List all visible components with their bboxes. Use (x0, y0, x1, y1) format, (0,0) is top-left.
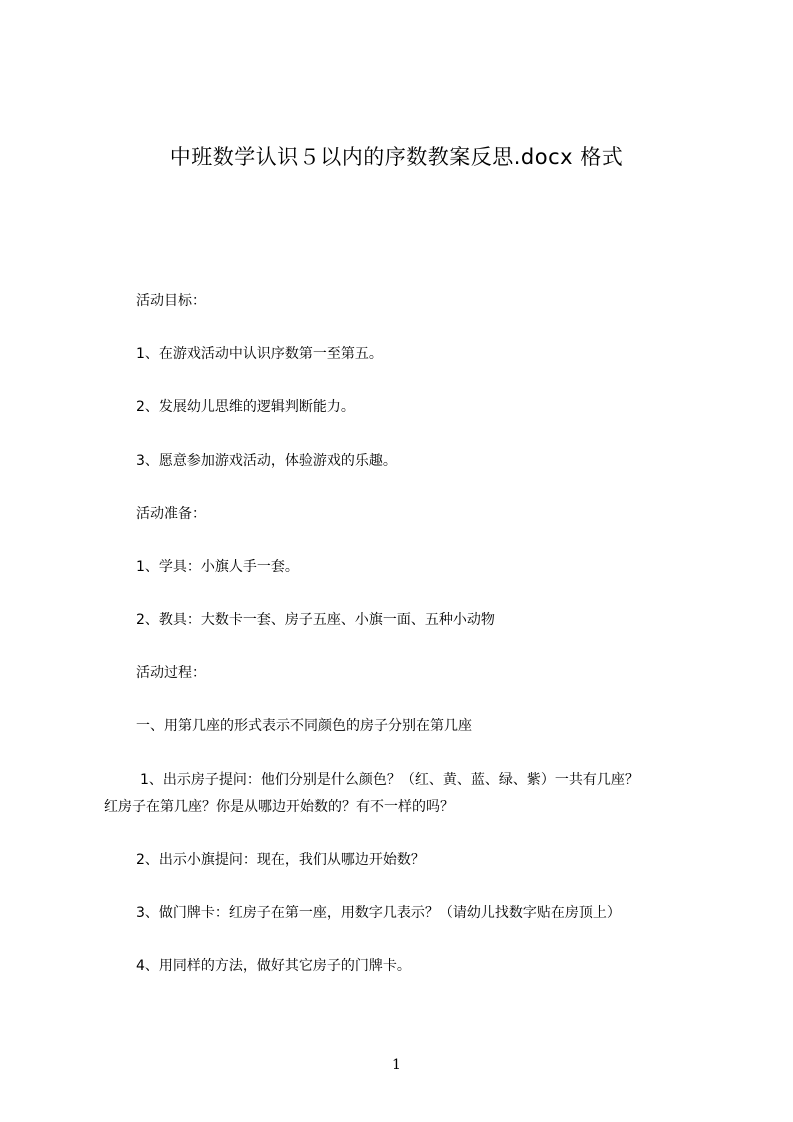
paragraph-goal-2: 2、发展幼儿思维的逻辑判断能力。 (136, 399, 355, 415)
paragraph-preparation-1: 1、学具：小旗人手一套。 (136, 559, 299, 575)
paragraph-activity-goals-heading: 活动目标： (136, 293, 206, 309)
paragraph-preparation-2: 2、教具：大数卡一套、房子五座、小旗一面、五种小动物 (136, 612, 495, 628)
paragraph-goal-1: 1、在游戏活动中认识序数第一至第五。 (136, 346, 383, 362)
page-number: 1 (392, 1057, 401, 1073)
paragraph-preparation-heading: 活动准备： (136, 506, 206, 522)
paragraph-step-4: 4、用同样的方法，做好其它房子的门牌卡。 (136, 958, 411, 974)
paragraph-goal-3: 3、愿意参加游戏活动，体验游戏的乐趣。 (136, 453, 397, 469)
paragraph-step-1-line-2: 红房子在第几座？你是从哪边开始数的？有不一样的吗？ (104, 799, 454, 815)
paragraph-step-3: 3、做门牌卡：红房子在第一座，用数字几表示？（请幼儿找数字贴在房顶上） (136, 905, 621, 921)
document-title: 中班数学认识５以内的序数教案反思.docx 格式 (169, 145, 624, 169)
paragraph-step-1-line-1: 1、出示房子提问：他们分别是什么颜色？（红、黄、蓝、绿、紫）一共有几座？ (140, 772, 639, 788)
paragraph-section-1-heading: 一、用第几座的形式表示不同颜色的房子分别在第几座 (136, 718, 472, 734)
paragraph-step-2: 2、出示小旗提问：现在，我们从哪边开始数？ (136, 852, 425, 868)
paragraph-process-heading: 活动过程： (136, 665, 206, 681)
